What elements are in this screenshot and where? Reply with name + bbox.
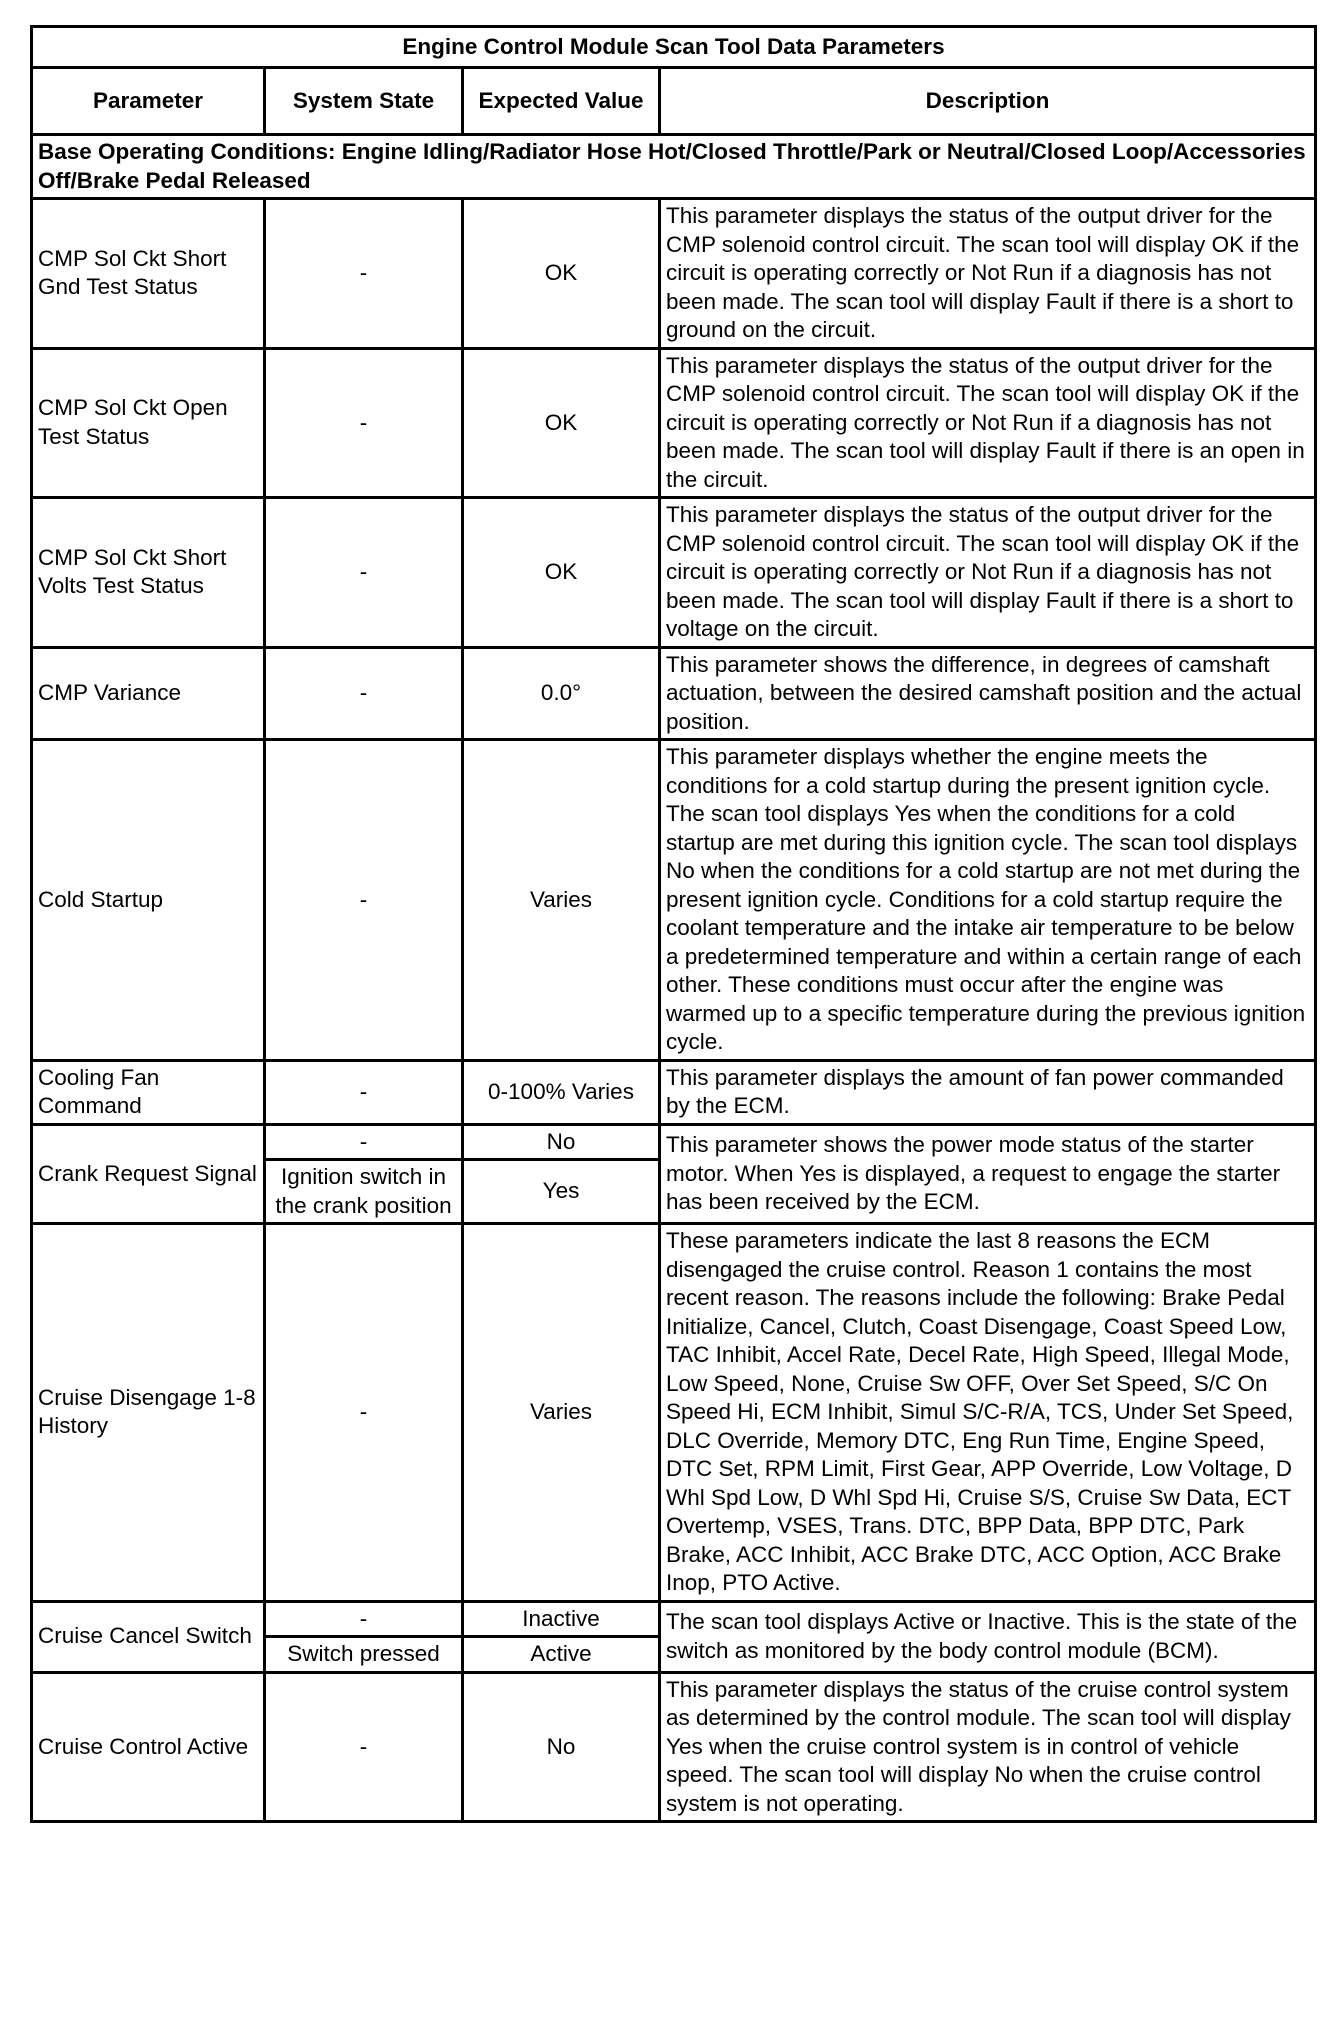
expected-value-cell: Inactive (463, 1601, 660, 1637)
parameter-cell: CMP Sol Ckt Short Volts Test Status (32, 498, 265, 648)
parameter-cell: Cruise Control Active (32, 1672, 265, 1822)
header-expected-value: Expected Value (463, 68, 660, 135)
system-state-cell: - (265, 1672, 463, 1822)
table-row (32, 1060, 1316, 1124)
system-state-cell: Ignition switch in the crank position (265, 1160, 463, 1224)
table-row (32, 1124, 1316, 1160)
header-system-state: System State (265, 68, 463, 135)
description-cell: This parameter displays the amount of fan power commanded by the ECM. (660, 1060, 1316, 1124)
system-state-cell: - (265, 348, 463, 498)
system-state-cell: - (265, 1601, 463, 1637)
description-cell: This parameter displays the status of the output driver for the CMP solenoid control circuit. The scan tool will display OK if the circuit is operating correctly or Not Run if a diagnosis has not been made. The scan tool will display Fault if there is an open in the circuit. (660, 348, 1316, 498)
parameter-cell: Cooling Fan Command (32, 1060, 265, 1124)
header-row (32, 68, 1316, 135)
expected-value-cell: Active (463, 1637, 660, 1673)
description-cell: This parameter displays the status of the output driver for the CMP solenoid control circuit. The scan tool will display OK if the circuit is operating correctly or Not Run if a diagnosis has not been made. The scan tool will display Fault if there is a short to ground on the circuit. (660, 199, 1316, 349)
description-cell: This parameter displays the status of the cruise control system as determined by the control module. The scan tool will display Yes when the cruise control system is in control of vehicle speed. The scan tool will display No when the cruise control system is not operating. (660, 1672, 1316, 1822)
parameter-cell: CMP Sol Ckt Open Test Status (32, 348, 265, 498)
expected-value-cell: Varies (463, 740, 660, 1061)
expected-value-cell: OK (463, 498, 660, 648)
description-cell: The scan tool displays Active or Inactive. This is the state of the switch as monitored by the body control module (BCM). (660, 1601, 1316, 1672)
description-cell: This parameter shows the power mode status of the starter motor. When Yes is displayed, a request to engage the starter has been received by the ECM. (660, 1124, 1316, 1224)
system-state-cell: - (265, 1224, 463, 1602)
system-state-cell: - (265, 647, 463, 740)
parameter-cell: Cruise Cancel Switch (32, 1601, 265, 1672)
parameter-cell: CMP Sol Ckt Short Gnd Test Status (32, 199, 265, 349)
expected-value-cell: OK (463, 348, 660, 498)
table-row (32, 740, 1316, 1061)
description-cell: This parameter shows the difference, in degrees of camshaft actuation, between the desired camshaft position and the actual position. (660, 647, 1316, 740)
expected-value-cell: 0-100% Varies (463, 1060, 660, 1124)
system-state-cell: - (265, 1124, 463, 1160)
header-description: Description (660, 68, 1316, 135)
system-state-cell: - (265, 199, 463, 349)
table-title: Engine Control Module Scan Tool Data Parameters (32, 27, 1316, 68)
table-row (32, 1224, 1316, 1602)
expected-value-cell: Yes (463, 1160, 660, 1224)
parameter-cell: Cruise Disengage 1-8 History (32, 1224, 265, 1602)
description-cell: These parameters indicate the last 8 reasons the ECM disengaged the cruise control. Reason 1 contains the most recent reason. The reasons include the following: Brake Pedal Initialize, Cancel, Clutch, Coast Disengage, Coast Speed Low, TAC Inhibit, Accel Rate, Decel Rate, High Speed, Illegal Mode, Low Speed, None, Cruise Sw OFF, Over Set Speed, S/C On Speed Hi, ECM Inhibit, Simul S/C-R/A, TCS, Under Set Speed, DLC Override, Memory DTC, Eng Run Time, Engine Speed, DTC Set, RPM Limit, First Gear, APP Override, Low Voltage, D Whl Spd Low, D Whl Spd Hi, Cruise S/S, Cruise Sw Data, ECT Overtemp, VSES, Trans. DTC, BPP Data, BPP DTC, Park Brake, ACC Inhibit, ACC Brake DTC, ACC Option, ACC Brake Inop, PTO Active. (660, 1224, 1316, 1602)
parameter-cell: Crank Request Signal (32, 1124, 265, 1224)
base-conditions-row (32, 135, 1316, 199)
table-row (32, 199, 1316, 349)
scan-data-table (30, 25, 1317, 1823)
parameter-cell: CMP Variance (32, 647, 265, 740)
title-row (32, 27, 1316, 68)
system-state-cell: - (265, 740, 463, 1061)
parameter-cell: Cold Startup (32, 740, 265, 1061)
table-row (32, 1601, 1316, 1637)
table-row (32, 1672, 1316, 1822)
system-state-cell: - (265, 498, 463, 648)
table-row (32, 348, 1316, 498)
table-row (32, 498, 1316, 648)
header-parameter: Parameter (32, 68, 265, 135)
system-state-cell: - (265, 1060, 463, 1124)
document-page (30, 25, 1314, 1823)
description-cell: This parameter displays the status of the output driver for the CMP solenoid control circuit. The scan tool will display OK if the circuit is operating correctly or Not Run if a diagnosis has not been made. The scan tool will display Fault if there is a short to voltage on the circuit. (660, 498, 1316, 648)
expected-value-cell: No (463, 1672, 660, 1822)
description-cell: This parameter displays whether the engine meets the conditions for a cold startup during the present ignition cycle. The scan tool displays Yes when the conditions for a cold startup are met during this ignition cycle. The scan tool displays No when the conditions for a cold startup are not met during the present ignition cycle. Conditions for a cold startup require the coolant temperature and the intake air temperature to be below a predetermined temperature and within a certain range of each other. These conditions must occur after the engine was warmed up to a specific temperature during the previous ignition cycle. (660, 740, 1316, 1061)
expected-value-cell: 0.0° (463, 647, 660, 740)
expected-value-cell: No (463, 1124, 660, 1160)
base-conditions: Base Operating Conditions: Engine Idling/Radiator Hose Hot/Closed Throttle/Park or Neutral/Closed Loop/Accessories Off/Brake Pedal Released (32, 135, 1316, 199)
system-state-cell: Switch pressed (265, 1637, 463, 1673)
table-row (32, 647, 1316, 740)
expected-value-cell: OK (463, 199, 660, 349)
expected-value-cell: Varies (463, 1224, 660, 1602)
